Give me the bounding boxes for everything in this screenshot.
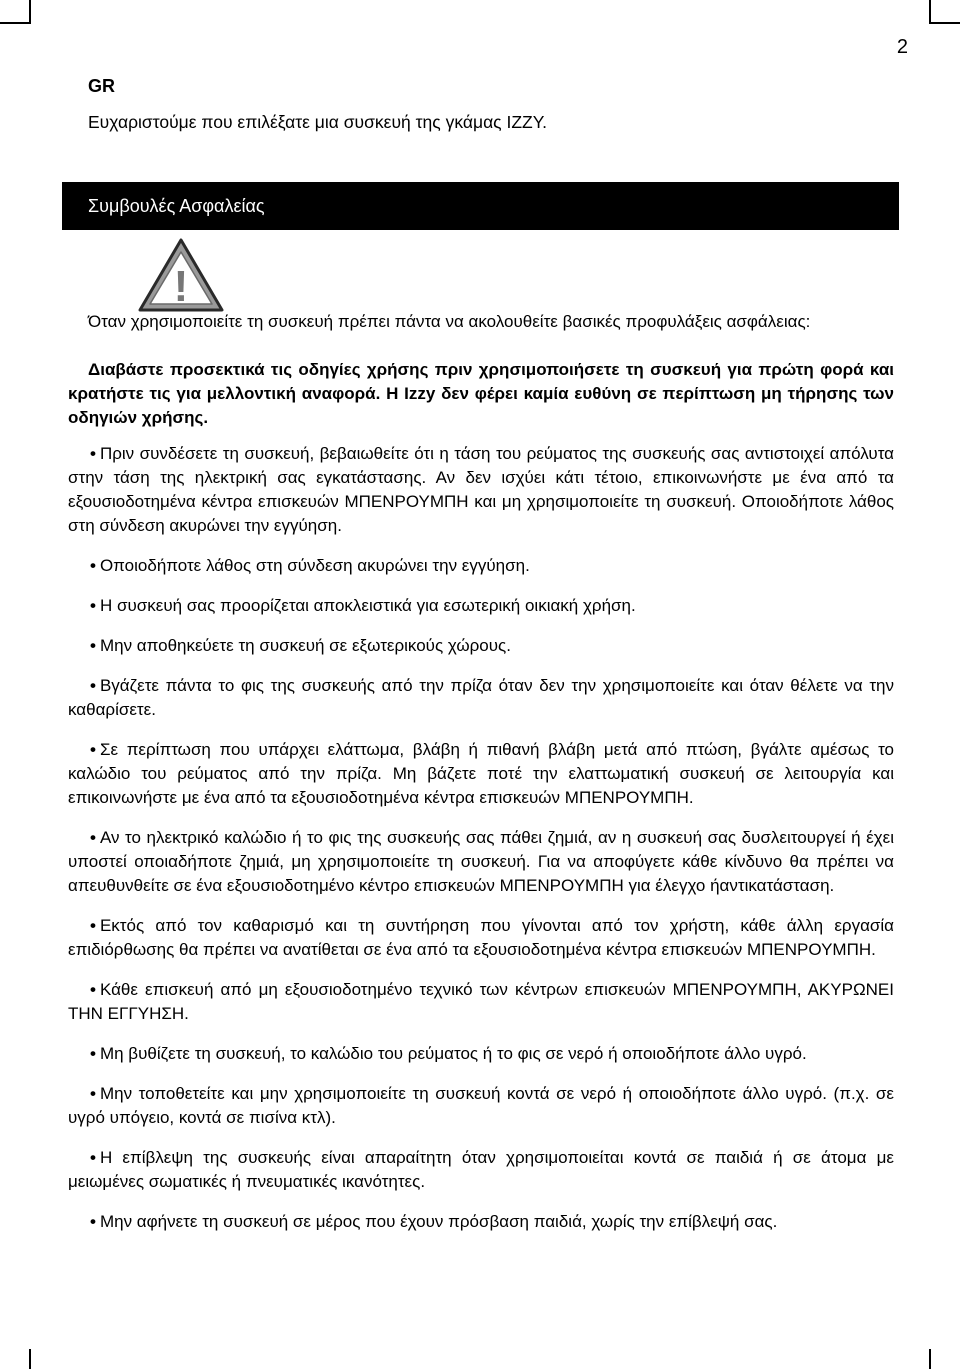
list-item-text: Σε περίπτωση που υπάρχει ελάττωμα, βλάβη ή πιθανή βλάβη μετά από πτώση, βγάλτε αμέσως το καλώδιο του ρεύματος από την πρίζα. Μη βάζετε ποτέ την ελαττωματική συσκευή σε λειτουργία και επικοινωνήστε με ένα από τα εξουσιοδοτημένα κέντρα επισκευών ΜΠΕΝΡΟΥΜΠΗ.	[68, 740, 894, 807]
bold-notice: Διαβάστε προσεκτικά τις οδηγίες χρήσης πριν χρησιμοποιήσετε τη συσκευή για πρώτη φορά και κρατήστε τις για μελλοντική αναφορά. Η Izzy δεν φέρει καμία ευθύνη σε περίπτωση μη τήρησης των οδηγιών χρήσης.	[68, 360, 894, 427]
bullet: •	[90, 1084, 96, 1103]
list-item	[68, 674, 894, 722]
list-item-text: Η επίβλεψη της συσκευής είναι απαραίτητη όταν χρησιμοποιείται κοντά σε παιδιά ή σε άτομα με μειωμένες σωματικές ή πνευματικές ικανότητες.	[68, 1148, 894, 1191]
list-item-text: Μη βυθίζετε τη συσκευή, το καλώδιο του ρεύματος ή το φις σε νερό ή οποιοδήποτε άλλο υγρό.	[99, 1044, 807, 1063]
crop-mark-top-left-h	[0, 22, 30, 24]
list-item	[68, 1146, 894, 1194]
list-item-text: Πριν συνδέσετε τη συσκευή, βεβαιωθείτε ότι η τάση του ρεύματος της συσκευής σας αντιστοιχεί απόλυτα στην τάση της ηλεκτρική σας εγκατάστασης. Αν δεν ισχύει κάτι τέτοιο, επικοινωνήστε με ένα από τα εξουσιοδοτημένα κέντρα επισκευών ΜΠΕΝΡΟΥΜΠΗ και μη χρησιμοποιείτε τη συσκευή. Οποιοδήποτε λάθος στη σύνδεση ακυρώνει την εγγύηση.	[68, 444, 894, 535]
safety-content	[68, 310, 894, 1250]
bullet: •	[90, 444, 96, 463]
list-item	[68, 738, 894, 810]
list-item-text: Μην τοποθετείτε και μην χρησιμοποιείτε τη συσκευή κοντά σε νερό ή οποιοδήποτε άλλο υγρό. (π.χ. σε υγρό υπόγειο, κοντά σε πισίνα κτλ).	[68, 1084, 894, 1127]
list-item-text: Εκτός από τον καθαρισμό και τη συντήρηση που γίνονται από τον χρήστη, κάθε άλλη εργασία επιδιόρθωσης θα πρέπει να ανατίθεται σε ένα από τα εξουσιοδοτημένα κέντρα επισκευών ΜΠΕΝΡΟΥΜΠΗ.	[68, 916, 894, 959]
bullet: •	[90, 740, 96, 759]
bullet: •	[90, 596, 96, 615]
list-item-text: Μην αποθηκεύετε τη συσκευή σε εξωτερικούς χώρους.	[99, 636, 511, 655]
bullet: •	[90, 1044, 96, 1063]
bullet: •	[90, 828, 96, 847]
list-item	[68, 914, 894, 962]
warning-glyph: !	[173, 262, 189, 311]
bullet: •	[90, 636, 96, 655]
bullet: •	[90, 916, 96, 935]
list-item-text: Κάθε επισκευή από μη εξουσιοδοτημένο τεχνικό των κέντρων επισκευών ΜΠΕΝΡΟΥΜΠΗ, ΑΚΥΡΩΝΕΙ ΤΗΝ ΕΓΓΥΗΣΗ.	[68, 980, 894, 1023]
page-number: 2	[896, 36, 908, 58]
section-title: Συμβουλές Ασφαλείας	[88, 195, 265, 216]
list-item-text: Οποιοδήποτε λάθος στη σύνδεση ακυρώνει την εγγύηση.	[99, 556, 530, 575]
bullet: •	[90, 676, 96, 695]
language-label: GR	[88, 76, 115, 96]
list-item-text: Αν το ηλεκτρικό καλώδιο ή το φις της συσκευής σας πάθει ζημιά, αν η συσκευή σας δυσλειτουργεί ή έχει υποστεί οποιαδήποτε ζημιά, μη χρησιμοποιείτε τη συσκευή. Για να αποφύγετε κάθε κίνδυνο θα πρέπει να απευθυνθείτε σε ένα εξουσιοδοτημένο κέντρο επισκευών ΜΠΕΝΡΟΥΜΠΗ για έλεγχο ήαντικατάσταση.	[68, 828, 894, 895]
list-item	[68, 634, 894, 658]
list-item	[68, 1210, 894, 1234]
section-header-bar	[62, 182, 899, 230]
list-item	[68, 554, 894, 578]
list-item	[68, 594, 894, 618]
list-item-text: Μην αφήνετε τη συσκευή σε μέρος που έχουν πρόσβαση παιδιά, χωρίς την επίβλεψή σας.	[99, 1212, 778, 1231]
crop-mark-bottom-right-v	[929, 1349, 931, 1369]
bullet: •	[90, 556, 96, 575]
list-item	[68, 978, 894, 1026]
intro-text: Όταν χρησιμοποιείτε τη συσκευή πρέπει πάντα να ακολουθείτε βασικές προφυλάξεις ασφάλειας:	[88, 312, 811, 331]
crop-mark-top-right-v	[929, 0, 931, 24]
list-item-text: Η συσκευή σας προορίζεται αποκλειστικά για εσωτερική οικιακή χρήση.	[99, 596, 636, 615]
thanks-text: Ευχαριστούμε που επιλέξατε μια συσκευή της γκάμας IZZY.	[88, 112, 547, 132]
list-item-text: Βγάζετε πάντα το φις της συσκευής από την πρίζα όταν δεν την χρησιμοποιείτε και όταν θέλετε να την καθαρίσετε.	[68, 676, 894, 719]
crop-mark-bottom-left-v	[29, 1349, 31, 1369]
bullet: •	[90, 980, 96, 999]
crop-mark-top-right-h	[930, 22, 960, 24]
bullet: •	[90, 1148, 96, 1167]
warning-triangle-icon	[136, 236, 226, 314]
bullet: •	[90, 1212, 96, 1231]
list-item	[68, 826, 894, 898]
list-item	[68, 1082, 894, 1130]
crop-mark-top-left-v	[29, 0, 31, 24]
list-item	[68, 1042, 894, 1066]
list-item	[68, 442, 894, 538]
